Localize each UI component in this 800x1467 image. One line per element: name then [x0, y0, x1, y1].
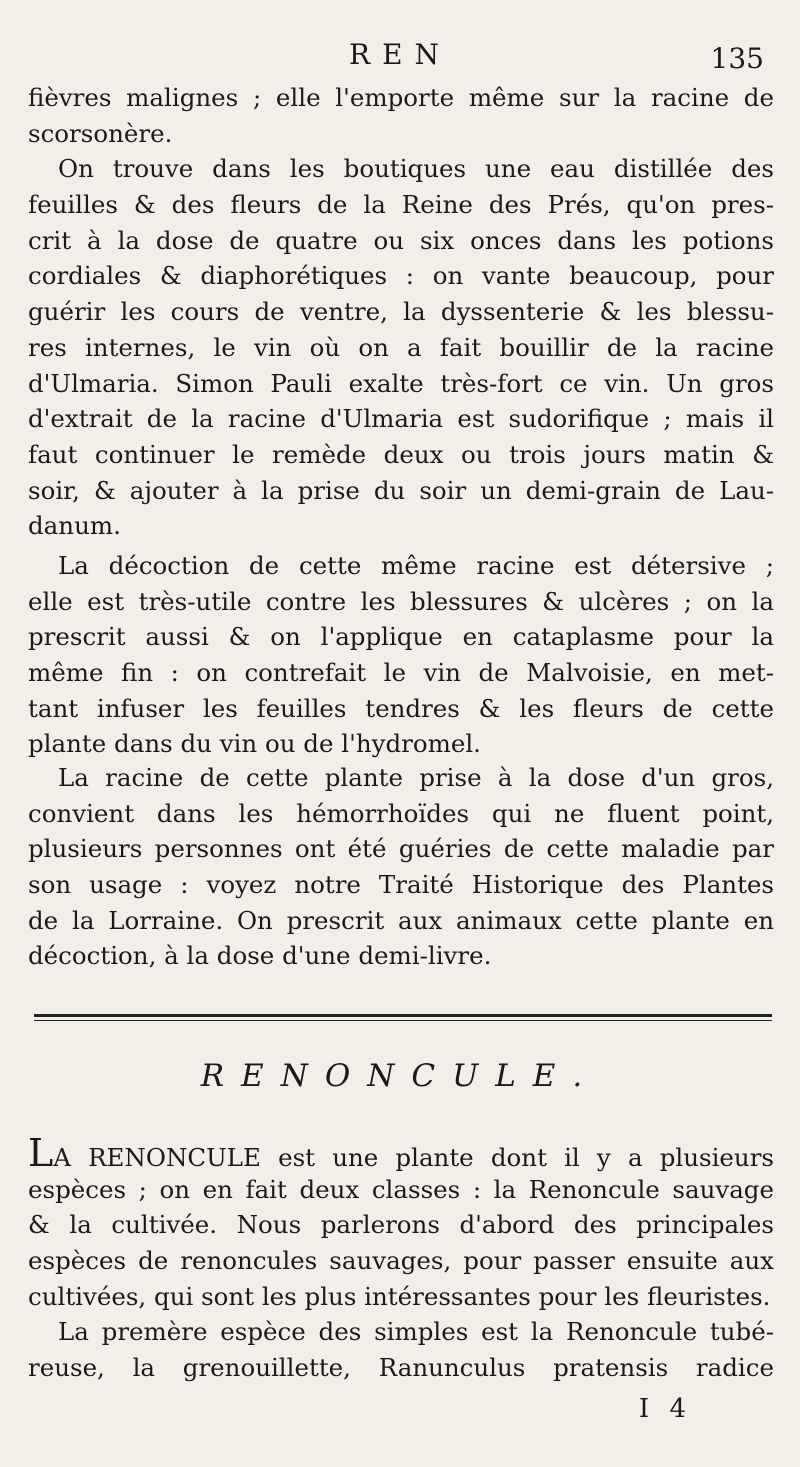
text-line: cordiales & diaphorétiques : on vante beaucoup, pour: [28, 261, 774, 291]
text-line: espèces de renoncules sauvages, pour passer ensuite aux: [28, 1246, 774, 1276]
text-line: La premère espèce des simples est la Renoncule tubé-: [58, 1317, 774, 1347]
text-line: danum.: [28, 511, 121, 541]
text-block-racine: [28, 760, 774, 974]
text-line: On trouve dans les boutiques une eau distillée des: [58, 154, 774, 184]
text-line: cultivées, qui sont les plus intéressantes pour les fleuristes.: [28, 1281, 771, 1311]
section-divider: [34, 1014, 772, 1021]
text-line: res internes, le vin où on a fait bouillir de la racine: [28, 332, 774, 362]
text-line: plusieurs personnes ont été guéries de cette maladie par: [28, 834, 774, 864]
text-line: d'Ulmaria. Simon Pauli exalte très-fort ce vin. Un gros: [28, 368, 774, 398]
text-line: prescrit aussi & on l'applique en cataplasme pour la: [28, 622, 774, 652]
text-line: elle est très-utile contre les blessures & ulcères ; on la: [28, 586, 774, 616]
section-title: RENONCULE.: [200, 1058, 600, 1094]
text-line: son usage : voyez notre Traité Historique des Plantes: [28, 870, 774, 900]
text-line: plante dans du vin ou de l'hydromel.: [28, 729, 481, 759]
drop-cap: L: [28, 1131, 54, 1175]
text-line: de la Lorraine. On prescrit aux animaux cette plante en: [28, 905, 774, 935]
text-block-continued: [28, 80, 774, 544]
running-head: REN: [348, 38, 452, 71]
text-line: feuilles & des fleurs de la Reine des Prés, qu'on pres-: [28, 190, 774, 220]
text-line: même fin : on contrefait le vin de Malvoisie, en met-: [28, 658, 774, 688]
text-line: tant infuser les feuilles tendres & les fleurs de cette: [28, 693, 774, 723]
signature-mark: I 4: [638, 1394, 692, 1424]
text-block-decoction: [28, 548, 774, 762]
page-number: 135: [710, 42, 764, 75]
text-line: La décoction de cette même racine est détersive ;: [58, 551, 774, 580]
text-line: espèces ; on en fait deux classes : la Renoncule sauvage: [28, 1174, 774, 1204]
page-header: [0, 38, 800, 78]
text-line: scorsonère.: [28, 118, 173, 148]
text-line: crit à la dose de quatre ou six onces dans les potions: [28, 225, 774, 255]
text-line: guérir les cours de ventre, la dyssenterie & les blessu-: [28, 297, 774, 327]
text-line: décoction, à la dose d'une demi-livre.: [28, 941, 492, 971]
text-line: soir, & ajouter à la prise du soir un demi-grain de Lau-: [28, 475, 774, 505]
text-block-renoncule: [28, 1131, 774, 1386]
text-line-rest: A RENONCULE est une plante dont il y a plusieurs: [53, 1143, 774, 1172]
text-line: faut continuer le remède deux ou trois jours matin &: [28, 439, 774, 469]
text-line: d'extrait de la racine d'Ulmaria est sudorifique ; mais il: [28, 404, 774, 434]
text-line-with-dropcap: [28, 1131, 774, 1175]
text-line: reuse, la grenouillette, Ranunculus pratensis radice: [28, 1353, 774, 1383]
text-line: & la cultivée. Nous parlerons d'abord des principales: [28, 1210, 774, 1240]
text-line: La racine de cette plante prise à la dose d'un gros,: [58, 763, 774, 792]
text-line: fièvres malignes ; elle l'emporte même sur la racine de: [28, 83, 774, 112]
text-line: convient dans les hémorrhoïdes qui ne fluent point,: [28, 798, 774, 828]
